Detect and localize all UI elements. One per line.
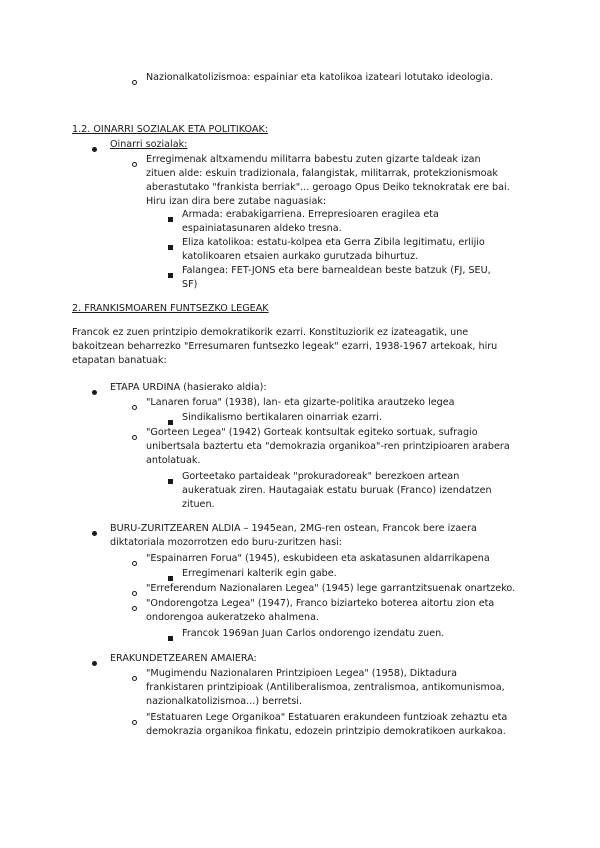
erreferendum-item: "Erreferendum Nazionalaren Legea" (1945) lege garrantzitsuenak onartzeko.	[146, 583, 516, 594]
ondorengotza-item: "Ondorengotza Legea" (1947), Franco biziarteko boterea aitortu zion eta ondorengoa aukeratzeko ahalmena.	[146, 598, 495, 623]
circle-bullet-icon	[132, 557, 137, 571]
espainarren-forua-item: "Espainarren Forua" (1945), eskubideen eta askatasunen aldarrikapena	[146, 553, 490, 564]
circle-bullet-icon	[132, 158, 137, 172]
estatuaren-lege-item: "Estatuaren Lege Organikoa" Estatuaren erakundeen funtzioak zehaztu eta demokrazia organikoa finkatu, edozein printzipio demokratikoen aurkakoa.	[146, 712, 508, 737]
section-1-2-heading: 1.2. OINARRI SOZIALAK ETA POLITIKOAK:	[72, 124, 268, 135]
juan-carlos-subitem: Francok 1969an Juan Carlos ondorengo izendatu zuen.	[182, 628, 445, 639]
circle-bullet-icon	[132, 587, 137, 601]
erakundetzearen-title: ERAKUNDETZEAREN AMAIERA:	[110, 653, 257, 664]
gorteen-legea-item: "Gorteen Legea" (1942) Gorteak kontsultak egiteko sortuak, sufragio unibertsala baztertu eta "demokrazia organikoa"-ren printzipioaren arabera antolatuak.	[146, 427, 510, 466]
pillar-falangea: Falangea: FET-JONS eta bere barnealdean beste batzuk (FJ, SEU, SF)	[182, 265, 491, 290]
circle-bullet-icon	[132, 431, 137, 445]
mugimendu-item: "Mugimendu Nazionalaren Printzipioen Legea" (1958), Diktadura frankistaren printzipioak (Antiliberalismoa, zentralismoa, antikomunismoa, nazionalkatolizismoa...) berretsi.	[146, 668, 505, 707]
square-bullet-icon	[168, 241, 173, 255]
dot-bullet-icon	[92, 143, 97, 157]
sindikalismo-subitem: Sindikalismo bertikalaren oinarriak ezarri.	[182, 412, 383, 423]
circle-bullet-icon	[132, 672, 137, 686]
circle-bullet-icon	[132, 716, 137, 730]
square-bullet-icon	[168, 269, 173, 283]
pillar-armada: Armada: erabakigarriena. Errepresioaren eragilea eta espainiatasunaren aldeko tresna.	[182, 209, 439, 234]
circle-bullet-icon	[132, 76, 137, 90]
square-bullet-icon	[168, 632, 173, 646]
dot-bullet-icon	[92, 527, 97, 541]
etapa-urdina-title: ETAPA URDINA (hasierako aldia):	[110, 382, 267, 393]
section-2-intro: Francok ez zuen printzipio demokratikorik ezarri. Konstituziorik ez izateagatik, une bakoitzean beharrezko "Erresumaren funtsezko legeak" ezarri, 1938-1967 artekoak, hiru etapatan banatuak:	[72, 327, 498, 366]
buru-zuritzearen-title: BURU-ZURITZEAREN ALDIA – 1945ean, 2MG-ren ostean, Francok bere izaera diktatoriala mozorrotzen edo buru-zuritzen hasi:	[110, 523, 477, 548]
dot-bullet-icon	[92, 657, 97, 671]
square-bullet-icon	[168, 475, 173, 489]
circle-bullet-icon	[132, 602, 137, 616]
dot-bullet-icon	[92, 386, 97, 400]
pillar-eliza: Eliza katolikoa: estatu-kolpea eta Gerra Zibila legitimatu, erlijio katolikoaren etsaien aurkako gurutzada bihurtuz.	[182, 237, 485, 262]
gorteetako-subitem: Gorteetako partaideak "prokuradoreak" berezkoen artean aukeratuak ziren. Hautagaiak estatu buruak (Franco) izendatzen zituen.	[182, 471, 492, 510]
oinarri-sozialak-heading: Oinarri sozialak:	[110, 139, 188, 150]
nazionalkatolizismoa-item: Nazionalkatolizismoa: espainiar eta katolikoa izateari lotutako ideologia.	[146, 72, 494, 83]
oinarri-paragraph: Erregimenak altxamendu militarra babestu zuten gizarte taldeak izan zituen alde: eskuin tradizionala, falangistak, militarrak, protekzionismoak aberastutako "frankista berriak"... geroago Opus Deiko teknokratak ere bai. Hiru izan dira bere zutabe naguasiak:	[146, 154, 510, 207]
lanaren-forua-item: "Lanaren forua" (1938), lan- eta gizarte-politika arautzeko legea	[146, 397, 455, 408]
section-2-heading: 2. FRANKISMOAREN FUNTSEZKO LEGEAK	[72, 303, 269, 314]
circle-bullet-icon	[132, 401, 137, 415]
square-bullet-icon	[168, 213, 173, 227]
erregimenari-subitem: Erregimenari kalterik egin gabe.	[182, 568, 337, 579]
